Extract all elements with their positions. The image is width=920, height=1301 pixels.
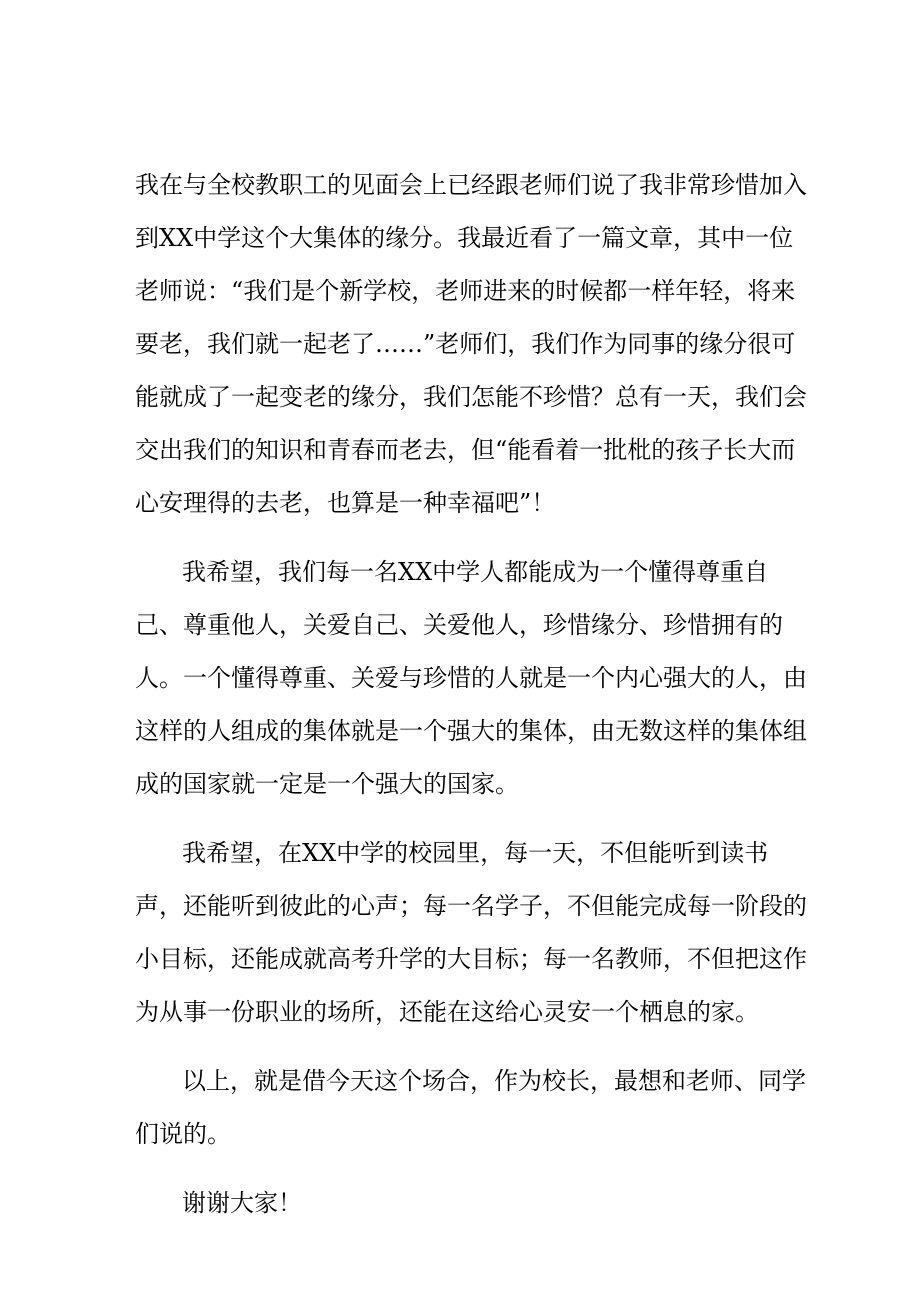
- paragraph-line: 到XX中学这个大集体的缘分。我最近看了一篇文章，其中一位: [135, 224, 794, 252]
- paragraph-line: 心安理得的去老，也算是一种幸福吧”！: [135, 489, 556, 517]
- paragraph-line: 老师说：“我们是个新学校，老师进来的时候都一样年轻，将来: [135, 277, 796, 305]
- paragraph-line: 声，还能听到彼此的心声；每一名学子，不但能完成每一阶段的: [135, 892, 807, 920]
- paragraph-line: 我在与全校教职工的见面会上已经跟老师们说了我非常珍惜加入: [135, 171, 807, 199]
- paragraph-line: 为从事一份职业的场所，还能在这给心灵安一个栖息的家。: [135, 998, 759, 1026]
- paragraph-2: [135, 546, 807, 811]
- paragraph-line: 能就成了一起变老的缘分，我们怎能不珍惜？总有一天，我们会: [135, 383, 807, 411]
- paragraph-line: 要老，我们就一起老了……”老师们，我们作为同事的缘分很可: [135, 330, 796, 358]
- paragraph-3: [135, 827, 807, 1039]
- paragraph-line: 以上，就是借今天这个场合，作为校长，最想和老师、同学: [182, 1067, 806, 1095]
- paragraph-spacer: [135, 811, 785, 827]
- paragraph-line: 人。一个懂得尊重、关爱与珍惜的人就是一个内心强大的人，由: [135, 664, 807, 692]
- paragraph-line: 小目标，还能成就高考升学的大目标；每一名教师，不但把这作: [135, 945, 807, 973]
- paragraph-5: [135, 1177, 785, 1230]
- paragraph-4: [135, 1055, 806, 1161]
- paragraph-spacer: [135, 1161, 785, 1177]
- paragraph-line: 成的国家就一定是一个强大的国家。: [135, 770, 519, 798]
- paragraph-line: 们说的。: [135, 1120, 231, 1148]
- closing-line: 谢谢大家！: [182, 1189, 302, 1217]
- paragraph-spacer: [135, 530, 785, 546]
- paragraph-line: 己、尊重他人，关爱自己、关爱他人，珍惜缘分、珍惜拥有的: [135, 611, 783, 639]
- paragraph-line: 交出我们的知识和青春而老去，但“能看着一批枇的孩子长大而: [135, 436, 796, 464]
- paragraph-line: 这样的人组成的集体就是一个强大的集体，由无数这样的集体组: [135, 717, 807, 745]
- speech-body: [135, 159, 807, 1230]
- paragraph-1: [135, 159, 807, 530]
- paragraph-line: 我希望，我们每一名XX中学人都能成为一个懂得尊重自: [182, 558, 769, 586]
- paragraph-line: 我希望，在XX中学的校园里，每一天，不但能听到读书: [182, 839, 769, 867]
- paragraph-spacer: [135, 1039, 785, 1055]
